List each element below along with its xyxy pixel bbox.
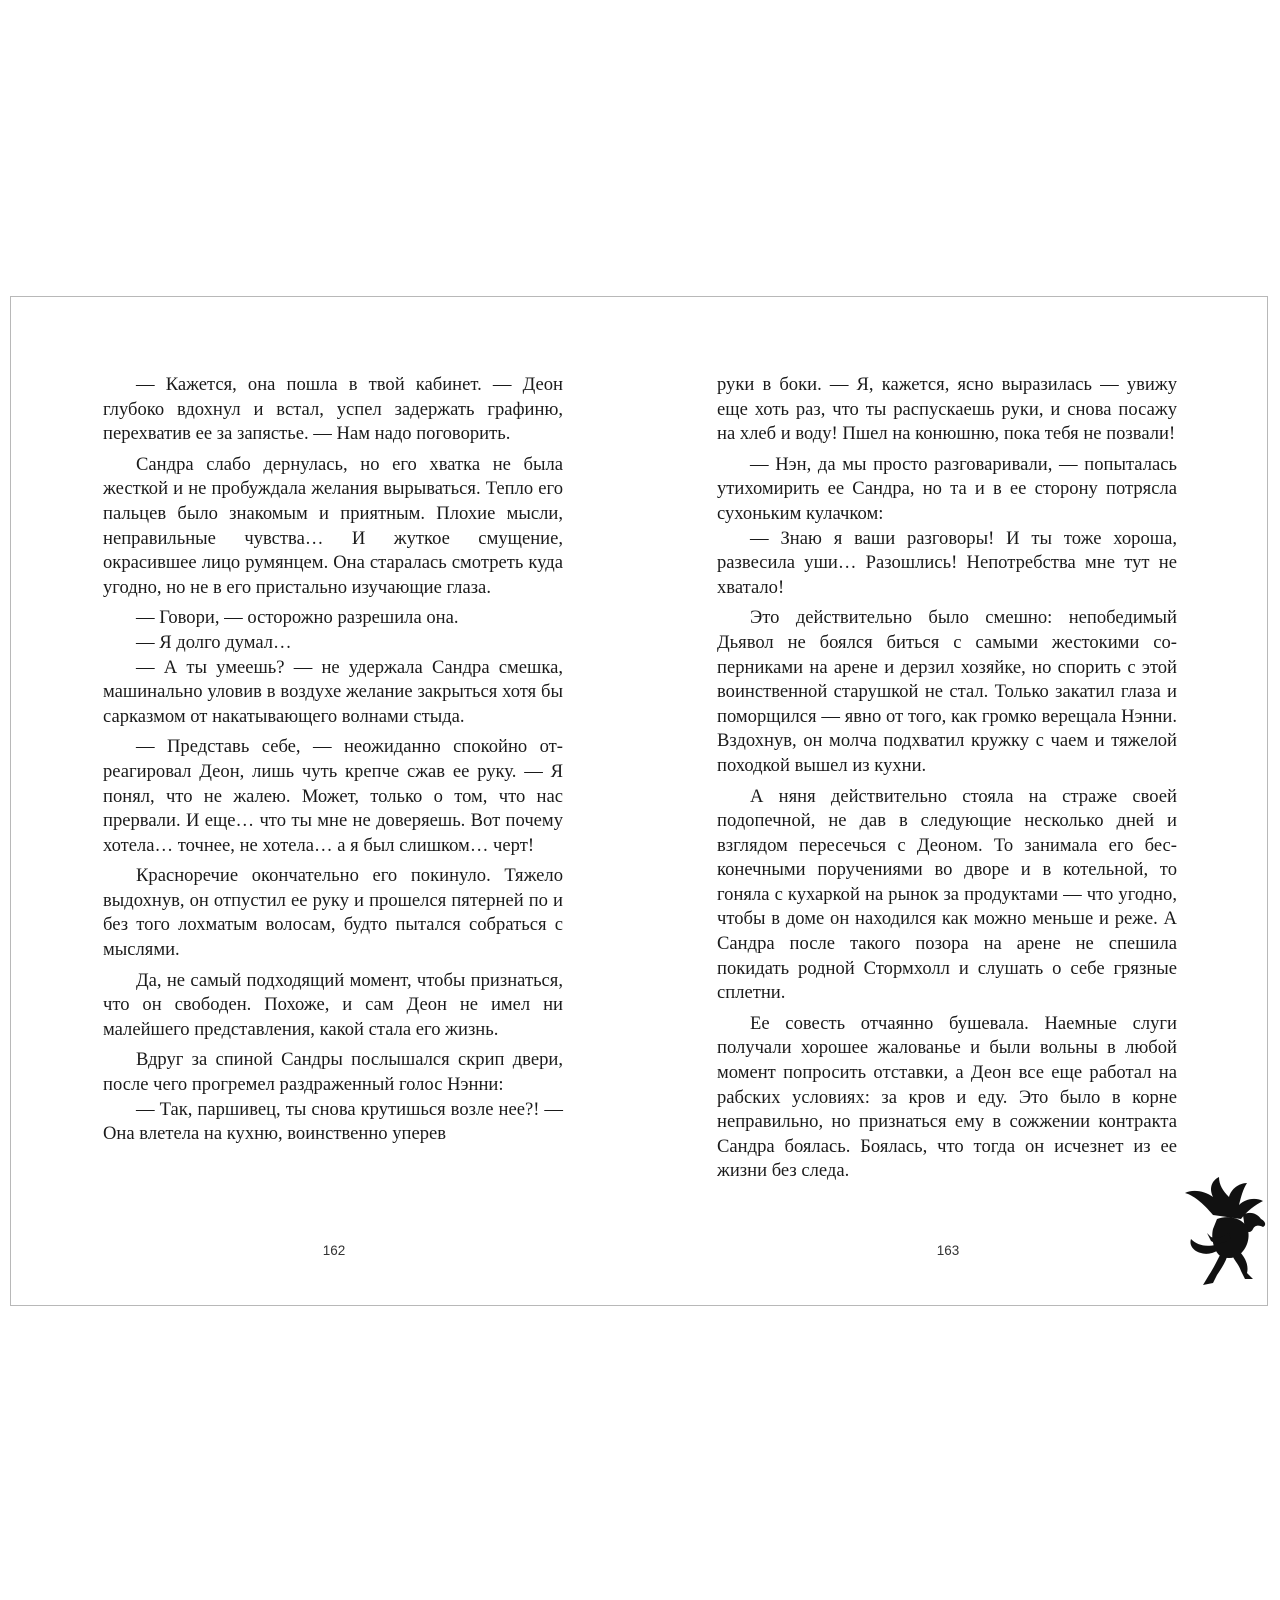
paragraph: Это действительно было смешно: непобедимый Дьявол не боялся биться с самыми жестокими соперниками на арене и дерзил хозяйке, но спорить с этой воинственной старушкой не стал. Только закатил глаза и поморщился — явно от того, как громко верещала Нэнни. Вздохнув, он молча подхватил кружку с чаем и тяжелой походкой вышел из кухни. (717, 607, 1177, 776)
paragraph: Сандра слабо дернулась, но его хватка не была жесткой и не пробуждала желания вырываться. Тепло его пальцев было знакомым и приятным. Плохие мысли, неправильные чувства… И жуткое смущение, окрасившее лицо румянцем. Она старалась смотреть куда угодно, но не в его пристально изучающие глаза. (103, 453, 563, 598)
paragraph: — Кажется, она пошла в твой кабинет. — Деон глубоко вдохнул и встал, успел задержать графиню, перехватив ее за запястье. — Нам надо поговорить. (103, 374, 563, 445)
paragraph: — А ты умеешь? — не удержала Сандра смешка, машинально уловив в воздухе желание закрыться хотя бы сарказмом от накатывающего волнами стыда. (103, 656, 563, 727)
page-number-left: 162 (322, 1243, 346, 1258)
paragraph: Красноречие окончательно его покинуло. Тяжело выдохнув, он отпустил ее руку и прошелся пятерней по и без того лохматым волосам, будто пытался собраться с мыслями. (103, 865, 563, 961)
right-page-text (717, 373, 1177, 1184)
paragraph: Да, не самый подходящий момент, чтобы признаться, что он свободен. Похоже, и сам Деон не имел ни малейшего представления, какой стала его жизнь. (103, 969, 563, 1040)
gryphon-silhouette-icon (1183, 1175, 1269, 1293)
paragraph: — Так, паршивец, ты снова крутишься возле нее?! — Она влетела на кухню, воинственно уперев (103, 1098, 563, 1145)
left-page-text (103, 373, 563, 1147)
paragraph: руки в боки. — Я, кажется, ясно выразилась — увижу еще хоть раз, что ты распускаешь руки, и снова посажу на хлеб и воду! Пшел на конюшню, пока тебя не позвали! (717, 374, 1177, 445)
paragraph: Ее совесть отчаянно бушевала. Наемные слуги получали хорошее жалованье и были вольны в любой момент попросить отставки, а Деон все еще работал на рабских условиях: за кров и еду. Это было в корне неправильно, но признаться ему в сожжении контракта Сандра боялась. Боялась, что тогда он исчезнет из ее жизни без следа. (717, 1012, 1177, 1182)
right-page (717, 373, 1177, 1184)
paragraph: — Нэн, да мы просто разговаривали, — попыталась утихомирить ее Сандра, но та и в ее сторону потрясла сухоньким кулачком: (717, 453, 1177, 524)
paragraph: — Говори, — осторожно разрешила она. (136, 607, 459, 629)
paragraph: А няня действительно стояла на страже своей подопечной, не дав в следующие несколько дней и взглядом пересечься с Деоном. То занимала его бесконечными поручениями во дворе и в котельной, то гоняла с кухаркой на рынок за продуктами — что угодно, чтобы в доме он находился как можно меньше и реже. А Сандра после такого позора на арене не спешила покидать родной Стормхолл и слушать о себе грязные сплетни. (717, 785, 1177, 1004)
paragraph: Вдруг за спиной Сандры послышался скрип двери, после чего прогремел раздраженный голос Нэнни: (103, 1049, 563, 1096)
paragraph: — Я долго думал… (136, 631, 292, 653)
book-spread (10, 296, 1268, 1306)
paragraph: — Представь себе, — неожиданно спокойно отреагировал Деон, лишь чуть крепче сжав ее руку. — Я понял, что не жалею. Может, только о том, что нас прервали. И еще… что ты мне не доверяешь. Вот почему хотела… точнее, не хотела… а я был слишком… черт! (103, 736, 563, 856)
page-number-right: 163 (936, 1243, 960, 1258)
paragraph: — Знаю я ваши разговоры! И ты тоже хороша, развесила уши… Разошлись! Непотребства мне тут не хватало! (717, 527, 1177, 598)
left-page (103, 373, 563, 1147)
